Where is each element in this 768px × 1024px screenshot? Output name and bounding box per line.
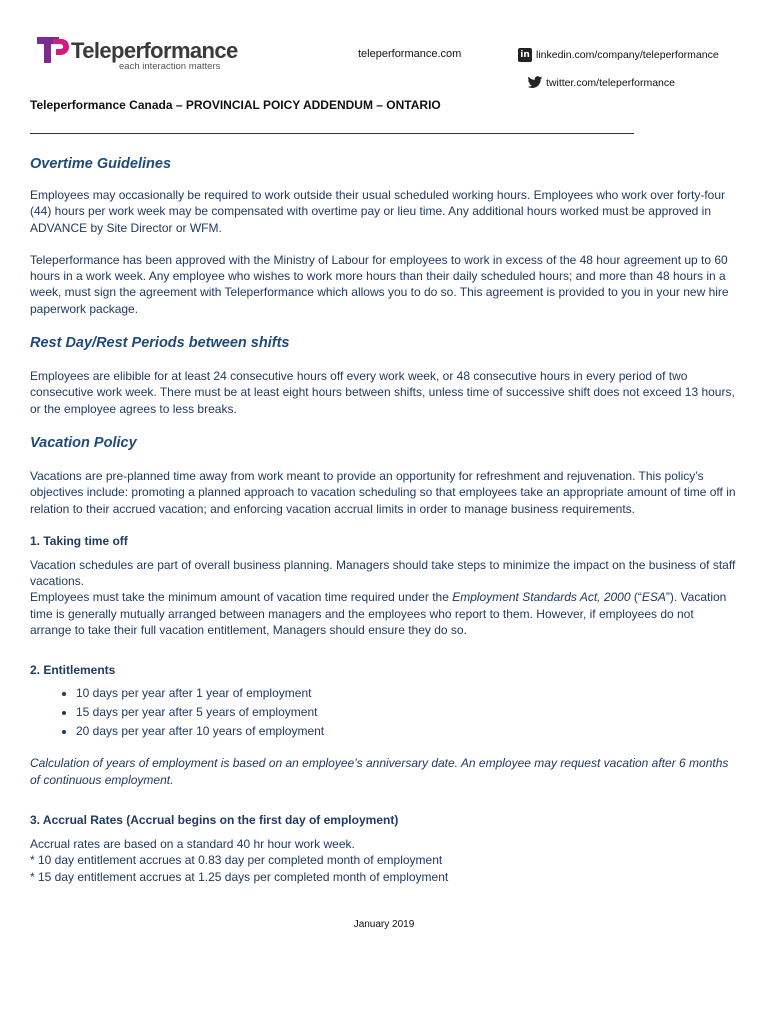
vacation-intro-paragraph: Vacations are pre-planned time away from work meant to provide an opportunity for refreshment and rejuvenation. This policy’s objectives include: promoting a planned approach to vacation scheduling so that employees take an appropriate amount of time off in relation to their accrued vacation; and enforcing vacation accrual limits in order to manage business requirements. bbox=[30, 468, 736, 516]
rest-periods-heading: Rest Day/Rest Periods between shifts bbox=[30, 335, 290, 352]
overtime-paragraph-1: Employees may occasionally be required to work outside their usual scheduled working hours. Employees who work over forty-four (44) hours per work week may be compensated with overtime pay or lieu time. Any additional hours worked must be approved in ADVANCE by Site Director or WFM. bbox=[30, 188, 725, 235]
logo-tagline: each interaction matters bbox=[119, 61, 221, 72]
esa-abbrev: ESA bbox=[641, 590, 666, 605]
company-logo bbox=[35, 33, 238, 73]
twitter-link[interactable] bbox=[527, 76, 675, 89]
document-title: Teleperformance Canada – PROVINCIAL POICY ADDENDUM – ONTARIO bbox=[30, 98, 441, 112]
twitter-bird-icon bbox=[527, 76, 543, 89]
list-item: • 10 days per year after 1 year of employment bbox=[76, 684, 736, 703]
list-item: • 20 days per year after 10 years of employment bbox=[76, 722, 736, 741]
logo-name: Teleperformance bbox=[71, 38, 238, 63]
rest-periods-paragraph: Employees are elibible for at least 24 consecutive hours off every work week, or 48 consecutive hours in every period of two consecutive work week. There must be at least eight hours between shifts, unless time of successive shift does not exceed 13 hours, or the employee agrees to less breaks. bbox=[30, 369, 735, 416]
entitlements-list bbox=[30, 684, 736, 741]
taking-time-off-paragraph-2: Employees must take the minimum amount of vacation time required under the Employment Standards Act, 2000 (“ESA”). Vacation time is generally mutually arranged between managers and the employees who report to them. However, if employees do not arrange to take their full vacation entitlement, Managers should ensure they do so. bbox=[30, 590, 727, 638]
calculation-note: Calculation of years of employment is based on an employee’s anniversary date. An employee may request vacation after 6 months of continuous employment. bbox=[30, 756, 729, 787]
document-body bbox=[30, 152, 736, 885]
accrual-line: * 10 day entitlement accrues at 0.83 day per completed month of employment bbox=[30, 853, 443, 868]
vacation-heading: Vacation Policy bbox=[30, 434, 137, 451]
overtime-paragraph-2: Teleperformance has been approved with the Ministry of Labour for employees to work in excess of the 48 hour agreement up to 60 hours in a work week. Any employee who wishes to work more hours than their daily scheduled hours; and more than 48 hours in a week, must sign the agreement with Teleperformance which allows you to do so. This agreement is provided to you in your new hire paperwork package. bbox=[30, 252, 729, 316]
taking-time-off-heading: 1. Taking time off bbox=[30, 533, 128, 548]
header-divider bbox=[30, 133, 634, 134]
list-item: • 15 days per year after 5 years of employment bbox=[76, 703, 736, 722]
overtime-heading: Overtime Guidelines bbox=[30, 156, 172, 172]
twitter-url: twitter.com/teleperformance bbox=[546, 76, 675, 89]
taking-time-off-paragraph-1: Vacation schedules are part of overall business planning. Managers should take steps to minimize the impact on the business of staff vacations. bbox=[30, 557, 736, 589]
esa-act-name: Employment Standards Act, 2000 bbox=[452, 590, 631, 605]
accrual-line: * 15 day entitlement accrues at 1.25 days per completed month of employment bbox=[30, 869, 449, 884]
logo-mark-icon bbox=[35, 33, 69, 67]
footer-date: January 2019 bbox=[353, 919, 415, 930]
linkedin-url: linkedin.com/company/teleperformance bbox=[536, 49, 719, 61]
linkedin-link[interactable] bbox=[518, 48, 719, 62]
accrual-line: Accrual rates are based on a standard 40 hr hour work week. bbox=[30, 836, 355, 851]
website-link[interactable]: teleperformance.com bbox=[358, 48, 462, 60]
linkedin-icon: in bbox=[518, 48, 532, 62]
accrual-rates-heading: 3. Accrual Rates (Accrual begins on the first day of employment) bbox=[30, 812, 399, 827]
entitlements-heading: 2. Entitlements bbox=[30, 663, 116, 678]
